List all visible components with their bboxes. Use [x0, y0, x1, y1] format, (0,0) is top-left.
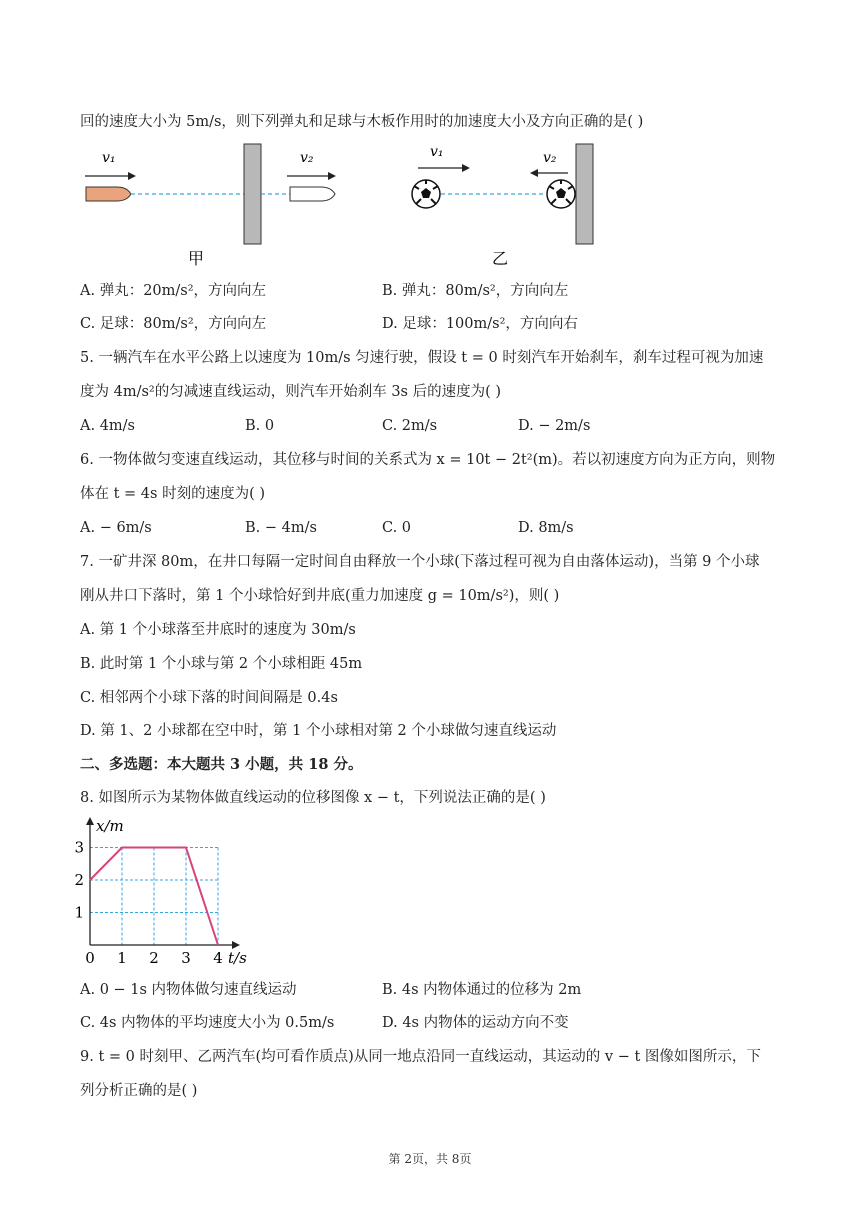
soccer-ball-icon [547, 180, 575, 208]
q4-option-c: C. 足球：80m/s²，方向向左 [80, 316, 267, 332]
board-b [576, 144, 593, 244]
q6-line1: 6. 一物体做匀变速直线运动，其位移与时间的关系式为 x = 10t − 2t²(m)。若以初速度方向为正方向，则物 [80, 452, 776, 468]
q6-line2: 体在 t = 4s 时刻的速度为( ) [80, 486, 266, 502]
bullet-exit-icon [290, 187, 335, 201]
figure-label-jia: 甲 [188, 249, 205, 268]
board-a [244, 144, 261, 244]
q5-option-a: A. 4m/s [80, 418, 135, 434]
q4-option-d: D. 足球：100m/s²，方向向右 [382, 316, 578, 332]
q5-line2: 度为 4m/s²的匀减速直线运动，则汽车开始刹车 3s 后的速度为( ) [80, 384, 502, 400]
x-tick-label: 1 [117, 949, 127, 967]
q7-line2: 刚从井口下落时，第 1 个小球恰好到井底(重力加速度 g = 10m/s²)，则( ) [80, 588, 560, 604]
q6-option-c: C. 0 [382, 520, 412, 536]
y-axis-label: x/m [96, 817, 124, 835]
arrowhead-icon [530, 169, 538, 177]
x-tick-label: 2 [149, 949, 159, 967]
v2-label-a: v₂ [300, 150, 314, 166]
q5-option-d: D. − 2m/s [518, 418, 591, 434]
q5-line1: 5. 一辆汽车在水平公路上以速度为 10m/s 匀速行驶，假设 t = 0 时刻汽车开始刹车，刹车过程可视为加速 [80, 350, 764, 366]
page-footer: 第 2页，共 8页 [388, 1152, 472, 1166]
q5-option-c: C. 2m/s [382, 418, 438, 434]
arrowhead-icon [462, 164, 470, 172]
x-axis-arrow-icon [232, 941, 240, 949]
q6-option-b: B. − 4m/s [245, 520, 317, 536]
q5-option-b: B. 0 [245, 418, 275, 434]
x-tick-label: 4 [213, 949, 223, 967]
x-tick-label: 0 [85, 949, 95, 967]
q8-option-d: D. 4s 内物体的运动方向不变 [382, 1015, 569, 1031]
xt-chart [72, 815, 252, 970]
q8-option-a: A. 0 − 1s 内物体做匀速直线运动 [80, 982, 297, 998]
soccer-ball-icon [412, 180, 440, 208]
bullet-icon [86, 187, 131, 201]
q7-option-c: C. 相邻两个小球下落的时间间隔是 0.4s [80, 690, 338, 706]
q6-option-d: D. 8m/s [518, 520, 574, 536]
v1-label-b: v₁ [430, 144, 444, 160]
q4-option-a: A. 弹丸：20m/s²，方向向左 [80, 283, 267, 299]
q7-option-a: A. 第 1 个小球落至井底时的速度为 30m/s [80, 622, 356, 638]
q4-figure [0, 140, 860, 270]
x-tick-label: 3 [181, 949, 191, 967]
q7-option-b: B. 此时第 1 个小球与第 2 个小球相距 45m [80, 656, 363, 672]
q7-line1: 7. 一矿井深 80m，在井口每隔一定时间自由释放一个小球(下落过程可视为自由落体运动)，当第 9 个小球 [80, 554, 760, 570]
arrowhead-icon [128, 172, 136, 180]
v2-label-b: v₂ [543, 150, 557, 166]
q8-line1: 8. 如图所示为某物体做直线运动的位移图像 x − t，下列说法正确的是( ) [80, 790, 546, 806]
q6-option-a: A. − 6m/s [80, 520, 152, 536]
y-tick-label: 2 [74, 871, 84, 889]
y-tick-label: 3 [74, 838, 84, 857]
arrowhead-icon [328, 172, 336, 180]
q8-option-b: B. 4s 内物体通过的位移为 2m [382, 982, 582, 998]
figure-label-yi: 乙 [492, 249, 509, 268]
q7-option-d: D. 第 1、2 小球都在空中时，第 1 个小球相对第 2 个小球做匀速直线运动 [80, 723, 557, 739]
y-tick-label: 1 [74, 903, 84, 922]
q8-option-c: C. 4s 内物体的平均速度大小为 0.5m/s [80, 1015, 335, 1031]
v1-label-a: v₁ [102, 150, 116, 166]
x-axis-label: t/s [228, 949, 247, 967]
q4-stem-tail: 回的速度大小为 5m/s，则下列弹丸和足球与木板作用时的加速度大小及方向正确的是( ) [80, 114, 644, 130]
q4-option-b: B. 弹丸：80m/s²，方向向左 [382, 283, 569, 299]
q9-line1: 9. t = 0 时刻甲、乙两汽车(均可看作质点)从同一地点沿同一直线运动，其运动的 v − t 图像如图所示，下 [80, 1049, 761, 1065]
y-axis-arrow-icon [86, 817, 94, 825]
section-heading: 二、多选题：本大题共 3 小题，共 18 分。 [80, 756, 363, 773]
q9-line2: 列分析正确的是( ) [80, 1083, 198, 1099]
